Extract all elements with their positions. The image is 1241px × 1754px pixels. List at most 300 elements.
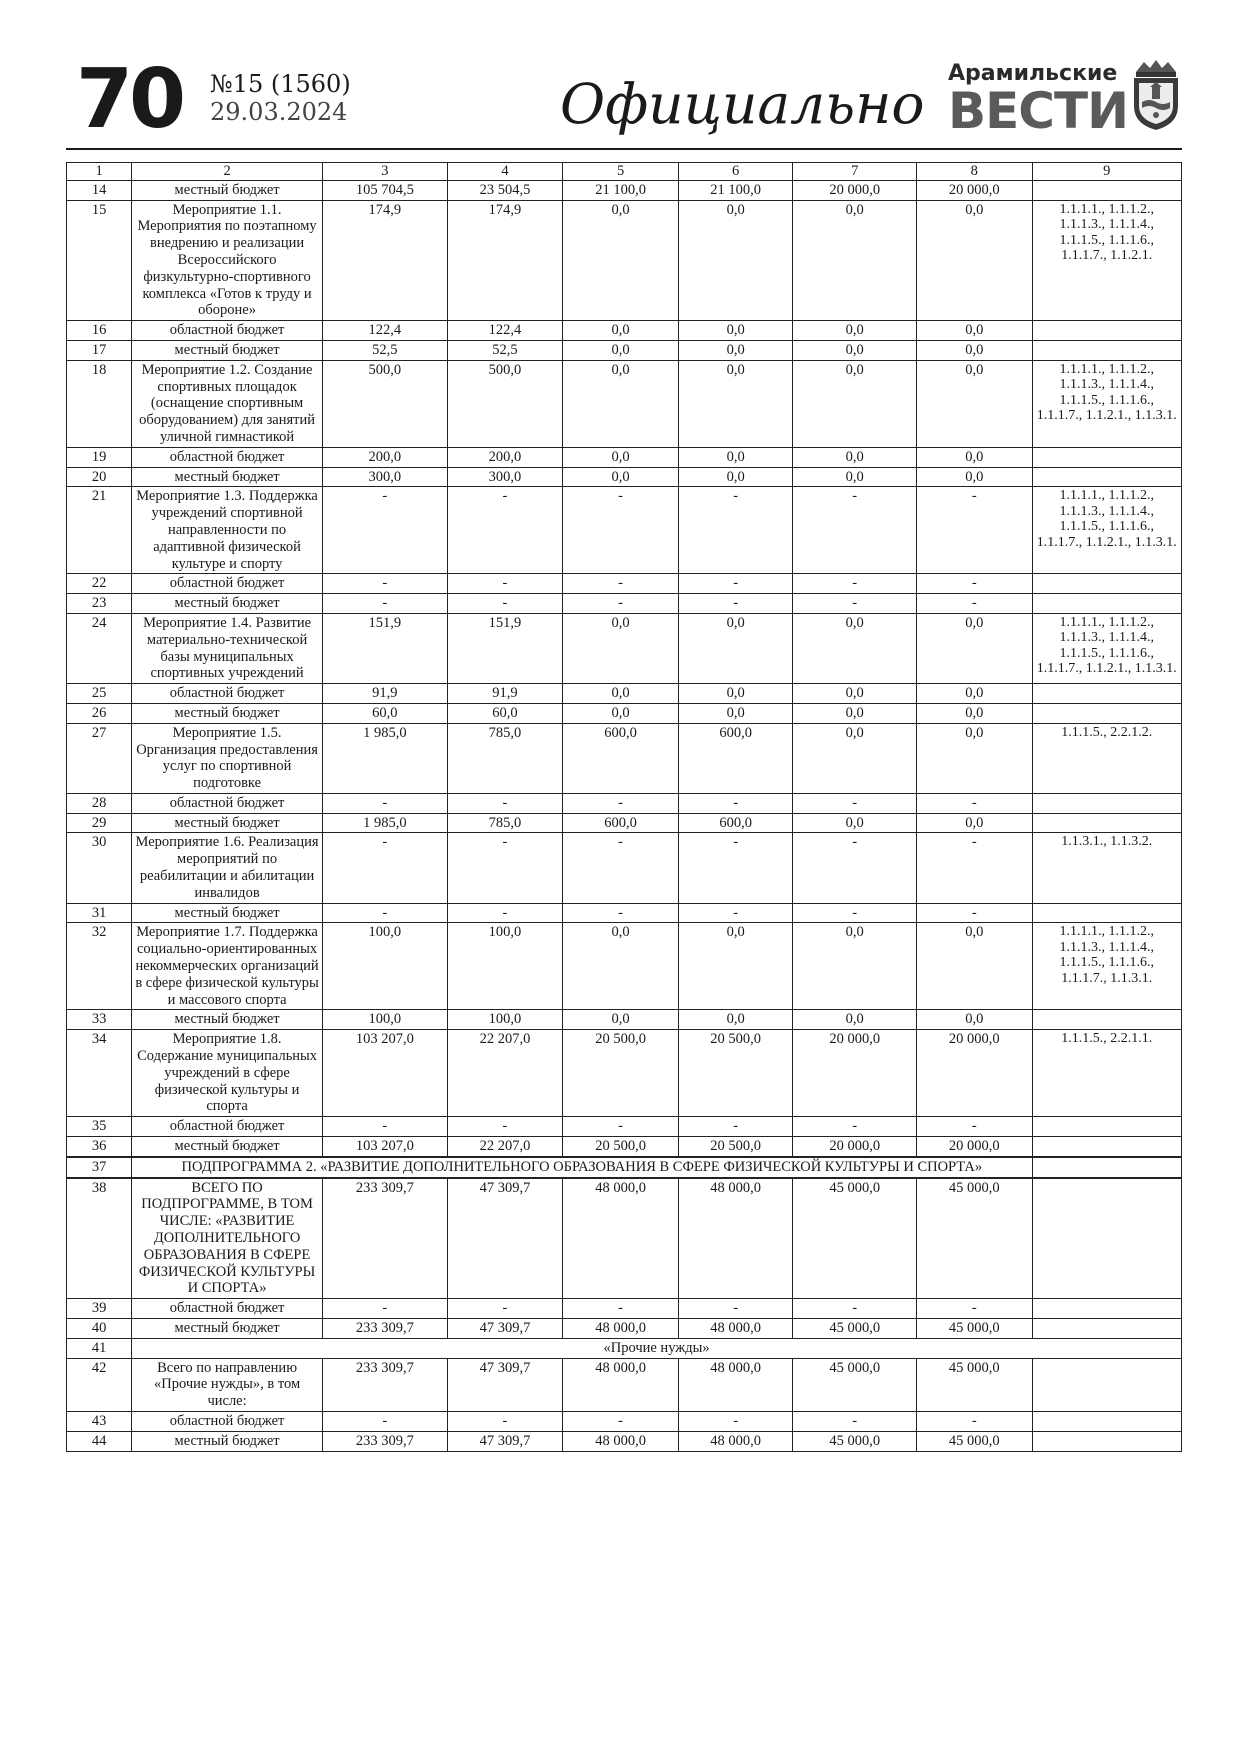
target-indicators bbox=[1032, 1358, 1181, 1411]
amount-cell: 0,0 bbox=[793, 447, 917, 467]
amount-cell: 20 000,0 bbox=[793, 1137, 917, 1157]
row-number: 41 bbox=[67, 1338, 132, 1358]
amount-cell: - bbox=[678, 594, 793, 614]
amount-cell: - bbox=[793, 1411, 917, 1431]
row-number: 25 bbox=[67, 684, 132, 704]
amount-cell: 48 000,0 bbox=[678, 1319, 793, 1339]
table-row bbox=[67, 923, 1182, 1010]
amount-cell: 0,0 bbox=[916, 447, 1032, 467]
amount-cell: - bbox=[678, 574, 793, 594]
amount-cell: 0,0 bbox=[916, 360, 1032, 447]
item-name: местный бюджет bbox=[132, 1431, 323, 1451]
page-number: 70 bbox=[76, 52, 183, 147]
table-row bbox=[67, 793, 1182, 813]
target-indicators bbox=[1032, 1431, 1181, 1451]
amount-cell: 0,0 bbox=[793, 340, 917, 360]
table-row bbox=[67, 833, 1182, 903]
amount-cell: 0,0 bbox=[678, 467, 793, 487]
section-heading: «Прочие нужды» bbox=[132, 1338, 1182, 1358]
item-name: местный бюджет bbox=[132, 594, 323, 614]
target-indicators bbox=[1032, 684, 1181, 704]
amount-cell: 20 000,0 bbox=[793, 180, 917, 200]
table-row bbox=[67, 340, 1182, 360]
column-header: 2 bbox=[132, 163, 323, 181]
amount-cell: 0,0 bbox=[563, 923, 679, 1010]
table-row bbox=[67, 180, 1182, 200]
amount-cell: 233 309,7 bbox=[323, 1319, 448, 1339]
table-row bbox=[67, 1411, 1182, 1431]
amount-cell: 20 500,0 bbox=[563, 1030, 679, 1117]
amount-cell: 785,0 bbox=[447, 813, 563, 833]
amount-cell: 22 207,0 bbox=[447, 1137, 563, 1157]
amount-cell: - bbox=[447, 903, 563, 923]
amount-cell: 60,0 bbox=[447, 703, 563, 723]
amount-cell: 20 500,0 bbox=[678, 1137, 793, 1157]
amount-cell: 48 000,0 bbox=[563, 1178, 679, 1299]
amount-cell: 20 000,0 bbox=[916, 180, 1032, 200]
target-indicators bbox=[1032, 340, 1181, 360]
table-row bbox=[67, 1157, 1182, 1178]
amount-cell: - bbox=[563, 1411, 679, 1431]
amount-cell: - bbox=[793, 903, 917, 923]
amount-cell: 52,5 bbox=[323, 340, 448, 360]
table-row bbox=[67, 1117, 1182, 1137]
amount-cell: - bbox=[447, 574, 563, 594]
amount-cell: - bbox=[563, 903, 679, 923]
item-name: областной бюджет bbox=[132, 1299, 323, 1319]
amount-cell: 0,0 bbox=[793, 360, 917, 447]
amount-cell: 45 000,0 bbox=[793, 1319, 917, 1339]
amount-cell: 100,0 bbox=[323, 1010, 448, 1030]
amount-cell: - bbox=[563, 574, 679, 594]
target-indicators: 1.1.1.1., 1.1.1.2., 1.1.1.3., 1.1.1.4., 1.1.1.5., 1.1.1.6., 1.1.1.7., 1.1.3.1. bbox=[1032, 923, 1181, 1010]
amount-cell: - bbox=[563, 487, 679, 574]
amount-cell: 0,0 bbox=[916, 684, 1032, 704]
amount-cell: - bbox=[323, 793, 448, 813]
item-name: областной бюджет bbox=[132, 793, 323, 813]
amount-cell: - bbox=[916, 793, 1032, 813]
amount-cell: 20 000,0 bbox=[916, 1030, 1032, 1117]
amount-cell: 91,9 bbox=[323, 684, 448, 704]
amount-cell: - bbox=[793, 594, 917, 614]
amount-cell: 47 309,7 bbox=[447, 1431, 563, 1451]
amount-cell: - bbox=[678, 903, 793, 923]
amount-cell: 21 100,0 bbox=[678, 180, 793, 200]
amount-cell: 105 704,5 bbox=[323, 180, 448, 200]
amount-cell: - bbox=[678, 1117, 793, 1137]
row-number: 15 bbox=[67, 200, 132, 321]
amount-cell: 0,0 bbox=[793, 1010, 917, 1030]
amount-cell: 500,0 bbox=[447, 360, 563, 447]
amount-cell: - bbox=[678, 833, 793, 903]
row-number: 21 bbox=[67, 487, 132, 574]
amount-cell: 48 000,0 bbox=[678, 1178, 793, 1299]
amount-cell: 20 000,0 bbox=[793, 1030, 917, 1117]
row-number: 17 bbox=[67, 340, 132, 360]
amount-cell: - bbox=[916, 833, 1032, 903]
amount-cell: 100,0 bbox=[447, 1010, 563, 1030]
amount-cell: 100,0 bbox=[323, 923, 448, 1010]
row-number: 42 bbox=[67, 1358, 132, 1411]
item-name: областной бюджет bbox=[132, 574, 323, 594]
amount-cell: - bbox=[793, 487, 917, 574]
amount-cell: 45 000,0 bbox=[793, 1358, 917, 1411]
table-row bbox=[67, 467, 1182, 487]
amount-cell: 300,0 bbox=[323, 467, 448, 487]
row-number: 38 bbox=[67, 1178, 132, 1299]
amount-cell: 48 000,0 bbox=[678, 1358, 793, 1411]
row-number: 16 bbox=[67, 321, 132, 341]
table-row bbox=[67, 613, 1182, 683]
table-row bbox=[67, 1319, 1182, 1339]
row-number: 26 bbox=[67, 703, 132, 723]
logo-top-text: Арамильские bbox=[948, 61, 1118, 86]
column-header: 6 bbox=[678, 163, 793, 181]
amount-cell: 20 500,0 bbox=[678, 1030, 793, 1117]
table-row bbox=[67, 1178, 1182, 1299]
row-number: 35 bbox=[67, 1117, 132, 1137]
table-row bbox=[67, 1010, 1182, 1030]
amount-cell: 47 309,7 bbox=[447, 1178, 563, 1299]
target-indicators: 1.1.1.1., 1.1.1.2., 1.1.1.3., 1.1.1.4., 1.1.1.5., 1.1.1.6., 1.1.1.7., 1.1.2.1., 1.1.3.1. bbox=[1032, 613, 1181, 683]
table-row bbox=[67, 1358, 1182, 1411]
row-number: 34 bbox=[67, 1030, 132, 1117]
target-indicators: 1.1.1.1., 1.1.1.2., 1.1.1.3., 1.1.1.4., 1.1.1.5., 1.1.1.6., 1.1.1.7., 1.1.2.1., 1.1.3.1. bbox=[1032, 360, 1181, 447]
column-header: 5 bbox=[563, 163, 679, 181]
amount-cell: - bbox=[447, 1117, 563, 1137]
amount-cell: 48 000,0 bbox=[678, 1431, 793, 1451]
amount-cell: 47 309,7 bbox=[447, 1358, 563, 1411]
amount-cell: 48 000,0 bbox=[563, 1431, 679, 1451]
table-row bbox=[67, 1030, 1182, 1117]
amount-cell: 0,0 bbox=[793, 613, 917, 683]
table-row bbox=[67, 1431, 1182, 1451]
amount-cell: 0,0 bbox=[916, 200, 1032, 321]
amount-cell: - bbox=[563, 1117, 679, 1137]
amount-cell: 300,0 bbox=[447, 467, 563, 487]
target-indicators bbox=[1032, 1010, 1181, 1030]
page-header bbox=[66, 52, 1182, 148]
amount-cell: - bbox=[563, 594, 679, 614]
item-name: Мероприятие 1.3. Поддержка учреждений спортивной направленности по адаптивной физической культуре и спорту bbox=[132, 487, 323, 574]
column-header: 1 bbox=[67, 163, 132, 181]
amount-cell: - bbox=[563, 1299, 679, 1319]
target-indicators bbox=[1032, 594, 1181, 614]
row-number: 19 bbox=[67, 447, 132, 467]
target-indicators bbox=[1032, 1137, 1181, 1157]
amount-cell: 0,0 bbox=[793, 723, 917, 793]
amount-cell: 0,0 bbox=[678, 923, 793, 1010]
row-number: 20 bbox=[67, 467, 132, 487]
amount-cell: 0,0 bbox=[916, 723, 1032, 793]
amount-cell: 1 985,0 bbox=[323, 723, 448, 793]
amount-cell: 0,0 bbox=[793, 923, 917, 1010]
table-row bbox=[67, 684, 1182, 704]
amount-cell: - bbox=[916, 1299, 1032, 1319]
row-number: 36 bbox=[67, 1137, 132, 1157]
item-name: Мероприятие 1.8. Содержание муниципальных учреждений в сфере физической культуры и спорта bbox=[132, 1030, 323, 1117]
amount-cell: 600,0 bbox=[563, 813, 679, 833]
target-indicators bbox=[1032, 1299, 1181, 1319]
item-name: ВСЕГО ПО ПОДПРОГРАММЕ, В ТОМ ЧИСЛЕ: «РАЗВИТИЕ ДОПОЛНИТЕЛЬНОГО ОБРАЗОВАНИЯ В СФЕРЕ ФИЗИЧЕСКОЙ КУЛЬТУРЫ И СПОРТА» bbox=[132, 1178, 323, 1299]
amount-cell: 22 207,0 bbox=[447, 1030, 563, 1117]
issue-info bbox=[210, 70, 351, 126]
amount-cell: 0,0 bbox=[916, 321, 1032, 341]
amount-cell: 0,0 bbox=[678, 613, 793, 683]
header-rule bbox=[66, 148, 1182, 150]
logo-main-text: ВЕСТИ bbox=[948, 82, 1128, 140]
row-number: 40 bbox=[67, 1319, 132, 1339]
row-number: 27 bbox=[67, 723, 132, 793]
target-indicators: 1.1.1.1., 1.1.1.2., 1.1.1.3., 1.1.1.4., 1.1.1.5., 1.1.1.6., 1.1.1.7., 1.1.2.1., 1.1.3.1. bbox=[1032, 487, 1181, 574]
amount-cell: 151,9 bbox=[323, 613, 448, 683]
amount-cell: 600,0 bbox=[678, 723, 793, 793]
amount-cell: - bbox=[447, 1411, 563, 1431]
amount-cell: 0,0 bbox=[678, 321, 793, 341]
item-name: Всего по направлению «Прочие нужды», в том числе: bbox=[132, 1358, 323, 1411]
amount-cell: 60,0 bbox=[323, 703, 448, 723]
amount-cell: 0,0 bbox=[678, 340, 793, 360]
amount-cell: - bbox=[323, 487, 448, 574]
amount-cell: 0,0 bbox=[563, 703, 679, 723]
amount-cell: 20 500,0 bbox=[563, 1137, 679, 1157]
target-indicators bbox=[1032, 180, 1181, 200]
table-row bbox=[67, 200, 1182, 321]
amount-cell: - bbox=[323, 1411, 448, 1431]
amount-cell: 0,0 bbox=[916, 813, 1032, 833]
amount-cell: 45 000,0 bbox=[916, 1358, 1032, 1411]
item-name: местный бюджет bbox=[132, 180, 323, 200]
row-number: 37 bbox=[67, 1157, 132, 1178]
amount-cell: - bbox=[916, 1117, 1032, 1137]
amount-cell: - bbox=[916, 574, 1032, 594]
target-indicators: 1.1.1.5., 2.2.1.1. bbox=[1032, 1030, 1181, 1117]
amount-cell: 600,0 bbox=[678, 813, 793, 833]
amount-cell: 23 504,5 bbox=[447, 180, 563, 200]
amount-cell: 0,0 bbox=[563, 684, 679, 704]
section-title: Официально bbox=[560, 72, 925, 136]
target-indicators: 1.1.3.1., 1.1.3.2. bbox=[1032, 833, 1181, 903]
amount-cell: - bbox=[447, 833, 563, 903]
row-number: 28 bbox=[67, 793, 132, 813]
amount-cell: 0,0 bbox=[563, 340, 679, 360]
amount-cell: - bbox=[563, 793, 679, 813]
amount-cell: 0,0 bbox=[563, 447, 679, 467]
target-indicators: 1.1.1.1., 1.1.1.2., 1.1.1.3., 1.1.1.4., 1.1.1.5., 1.1.1.6., 1.1.1.7., 1.1.2.1. bbox=[1032, 200, 1181, 321]
amount-cell: 52,5 bbox=[447, 340, 563, 360]
amount-cell: - bbox=[678, 793, 793, 813]
amount-cell: - bbox=[447, 487, 563, 574]
table-row bbox=[67, 447, 1182, 467]
amount-cell: 174,9 bbox=[447, 200, 563, 321]
amount-cell: - bbox=[916, 1411, 1032, 1431]
row-number: 31 bbox=[67, 903, 132, 923]
row-number: 32 bbox=[67, 923, 132, 1010]
amount-cell: 48 000,0 bbox=[563, 1319, 679, 1339]
amount-cell: - bbox=[323, 1117, 448, 1137]
amount-cell: 0,0 bbox=[916, 923, 1032, 1010]
row-number: 33 bbox=[67, 1010, 132, 1030]
amount-cell: 233 309,7 bbox=[323, 1431, 448, 1451]
amount-cell: 0,0 bbox=[678, 200, 793, 321]
table-row bbox=[67, 360, 1182, 447]
amount-cell: 200,0 bbox=[323, 447, 448, 467]
amount-cell: - bbox=[447, 594, 563, 614]
target-indicators: 1.1.1.5., 2.2.1.2. bbox=[1032, 723, 1181, 793]
amount-cell: - bbox=[323, 903, 448, 923]
amount-cell: 0,0 bbox=[563, 200, 679, 321]
amount-cell: 600,0 bbox=[563, 723, 679, 793]
target-indicators bbox=[1032, 1411, 1181, 1431]
amount-cell: 0,0 bbox=[678, 703, 793, 723]
row-number: 14 bbox=[67, 180, 132, 200]
item-name: Мероприятие 1.4. Развитие материально-технической базы муниципальных спортивных учреждений bbox=[132, 613, 323, 683]
amount-cell: - bbox=[678, 1411, 793, 1431]
row-number: 22 bbox=[67, 574, 132, 594]
amount-cell: 0,0 bbox=[916, 703, 1032, 723]
table-row bbox=[67, 703, 1182, 723]
table-row bbox=[67, 321, 1182, 341]
amount-cell: - bbox=[323, 1299, 448, 1319]
amount-cell: - bbox=[323, 833, 448, 903]
amount-cell: - bbox=[793, 833, 917, 903]
amount-cell: 500,0 bbox=[323, 360, 448, 447]
amount-cell: 45 000,0 bbox=[793, 1431, 917, 1451]
row-number: 18 bbox=[67, 360, 132, 447]
item-name: местный бюджет bbox=[132, 703, 323, 723]
amount-cell: 0,0 bbox=[793, 813, 917, 833]
amount-cell: 45 000,0 bbox=[916, 1319, 1032, 1339]
amount-cell: 122,4 bbox=[323, 321, 448, 341]
amount-cell: - bbox=[916, 594, 1032, 614]
row-number: 24 bbox=[67, 613, 132, 683]
column-header: 4 bbox=[447, 163, 563, 181]
item-name: местный бюджет bbox=[132, 1010, 323, 1030]
amount-cell: - bbox=[678, 487, 793, 574]
amount-cell: 0,0 bbox=[793, 684, 917, 704]
amount-cell: 785,0 bbox=[447, 723, 563, 793]
amount-cell: 0,0 bbox=[678, 1010, 793, 1030]
item-name: Мероприятие 1.6. Реализация мероприятий по реабилитации и абилитации инвалидов bbox=[132, 833, 323, 903]
amount-cell: 0,0 bbox=[916, 467, 1032, 487]
amount-cell: 233 309,7 bbox=[323, 1178, 448, 1299]
item-name: Мероприятие 1.1. Мероприятия по поэтапному внедрению и реализации Всероссийского физкультурно-спортивного комплекса «Готов к труду и обороне» bbox=[132, 200, 323, 321]
table-row bbox=[67, 723, 1182, 793]
table-row bbox=[67, 1338, 1182, 1358]
amount-cell: 0,0 bbox=[563, 467, 679, 487]
newspaper-logo bbox=[948, 61, 1128, 140]
table-row bbox=[67, 1137, 1182, 1157]
amount-cell: 0,0 bbox=[678, 684, 793, 704]
item-name: областной бюджет bbox=[132, 1117, 323, 1137]
amount-cell: 0,0 bbox=[916, 340, 1032, 360]
table-row bbox=[67, 574, 1182, 594]
item-name: областной бюджет bbox=[132, 684, 323, 704]
amount-cell: 20 000,0 bbox=[916, 1137, 1032, 1157]
amount-cell: - bbox=[793, 1117, 917, 1137]
row-number: 30 bbox=[67, 833, 132, 903]
amount-cell: 0,0 bbox=[563, 321, 679, 341]
column-header: 9 bbox=[1032, 163, 1181, 181]
target-indicators bbox=[1032, 1157, 1181, 1178]
table-header-row bbox=[67, 163, 1182, 181]
amount-cell: 0,0 bbox=[916, 613, 1032, 683]
target-indicators bbox=[1032, 813, 1181, 833]
amount-cell: - bbox=[563, 833, 679, 903]
target-indicators bbox=[1032, 793, 1181, 813]
item-name: местный бюджет bbox=[132, 903, 323, 923]
budget-table bbox=[66, 162, 1182, 1452]
amount-cell: - bbox=[323, 594, 448, 614]
target-indicators bbox=[1032, 321, 1181, 341]
amount-cell: 1 985,0 bbox=[323, 813, 448, 833]
amount-cell: 0,0 bbox=[563, 613, 679, 683]
amount-cell: - bbox=[678, 1299, 793, 1319]
target-indicators bbox=[1032, 1319, 1181, 1339]
item-name: местный бюджет bbox=[132, 813, 323, 833]
table-row bbox=[67, 487, 1182, 574]
city-crest-icon bbox=[1130, 58, 1182, 132]
amount-cell: - bbox=[916, 487, 1032, 574]
table-row bbox=[67, 813, 1182, 833]
item-name: областной бюджет bbox=[132, 321, 323, 341]
amount-cell: 21 100,0 bbox=[563, 180, 679, 200]
amount-cell: 0,0 bbox=[563, 360, 679, 447]
amount-cell: 200,0 bbox=[447, 447, 563, 467]
amount-cell: 100,0 bbox=[447, 923, 563, 1010]
amount-cell: 45 000,0 bbox=[916, 1431, 1032, 1451]
issue-date: 29.03.2024 bbox=[210, 98, 348, 126]
amount-cell: 122,4 bbox=[447, 321, 563, 341]
amount-cell: 0,0 bbox=[678, 360, 793, 447]
amount-cell: 45 000,0 bbox=[793, 1178, 917, 1299]
table-row bbox=[67, 903, 1182, 923]
target-indicators bbox=[1032, 1178, 1181, 1299]
target-indicators bbox=[1032, 447, 1181, 467]
amount-cell: 0,0 bbox=[793, 703, 917, 723]
amount-cell: 45 000,0 bbox=[916, 1178, 1032, 1299]
amount-cell: 103 207,0 bbox=[323, 1137, 448, 1157]
amount-cell: 0,0 bbox=[793, 200, 917, 321]
item-name: Мероприятие 1.7. Поддержка социально-ориентированных некоммерческих организаций в сфере физической культуры и массового спорта bbox=[132, 923, 323, 1010]
target-indicators bbox=[1032, 903, 1181, 923]
item-name: областной бюджет bbox=[132, 1411, 323, 1431]
item-name: Мероприятие 1.5. Организация предоставления услуг по спортивной подготовке bbox=[132, 723, 323, 793]
row-number: 23 bbox=[67, 594, 132, 614]
target-indicators bbox=[1032, 467, 1181, 487]
amount-cell: 0,0 bbox=[916, 1010, 1032, 1030]
amount-cell: 233 309,7 bbox=[323, 1358, 448, 1411]
table-row bbox=[67, 594, 1182, 614]
amount-cell: - bbox=[323, 574, 448, 594]
amount-cell: - bbox=[793, 1299, 917, 1319]
amount-cell: 47 309,7 bbox=[447, 1319, 563, 1339]
item-name: местный бюджет bbox=[132, 1137, 323, 1157]
amount-cell: 0,0 bbox=[793, 467, 917, 487]
target-indicators bbox=[1032, 1117, 1181, 1137]
amount-cell: 174,9 bbox=[323, 200, 448, 321]
item-name: Мероприятие 1.2. Создание спортивных площадок (оснащение спортивным оборудованием) для занятий уличной гимнастикой bbox=[132, 360, 323, 447]
section-heading: ПОДПРОГРАММА 2. «РАЗВИТИЕ ДОПОЛНИТЕЛЬНОГО ОБРАЗОВАНИЯ В СФЕРЕ ФИЗИЧЕСКОЙ КУЛЬТУРЫ И СПОРТА» bbox=[132, 1157, 1032, 1178]
column-header: 8 bbox=[916, 163, 1032, 181]
column-header: 3 bbox=[323, 163, 448, 181]
amount-cell: 0,0 bbox=[563, 1010, 679, 1030]
amount-cell: 48 000,0 bbox=[563, 1358, 679, 1411]
amount-cell: 103 207,0 bbox=[323, 1030, 448, 1117]
amount-cell: - bbox=[916, 903, 1032, 923]
issue-number: №15 (1560) bbox=[210, 70, 351, 98]
amount-cell: - bbox=[447, 1299, 563, 1319]
